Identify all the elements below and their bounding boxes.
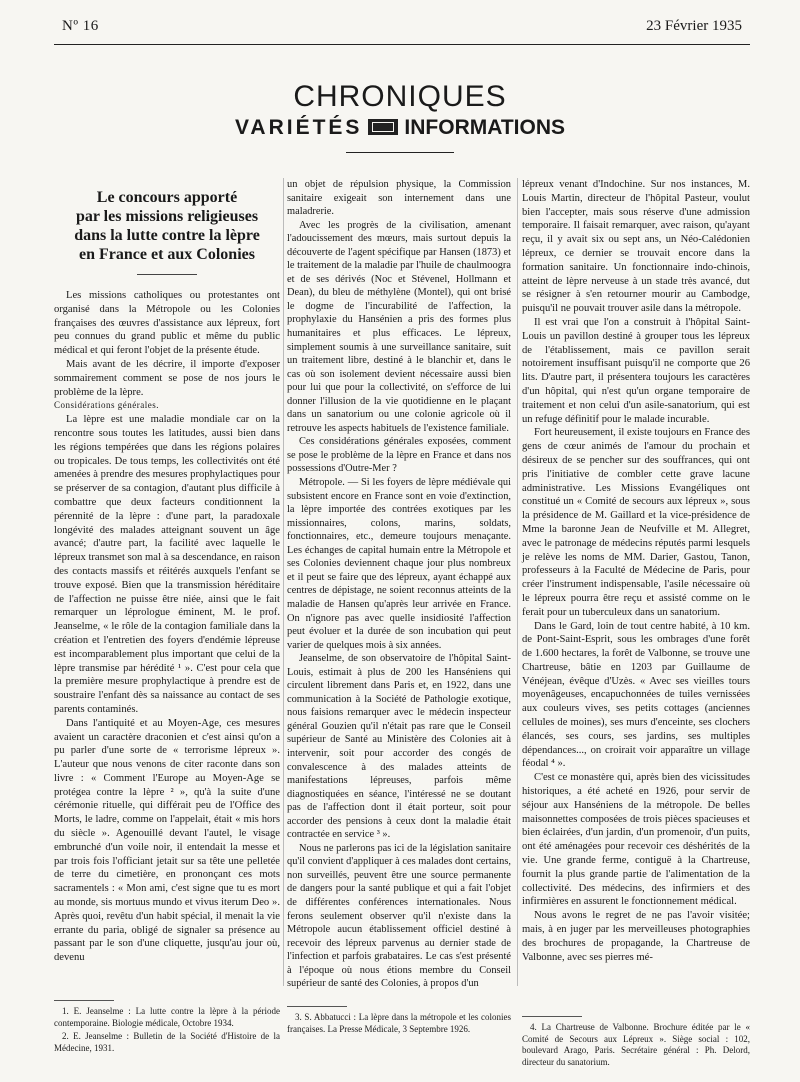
masthead-varietes: VARIÉTÉS [234,116,363,139]
paragraph: lépreux venant d'Indochine. Sur nos instances, M. Louis Martin, directeur de l'hôpital Pasteur, voulut bien l'accepter, mais sous réserve d'une admission temporaire. Il faisait remarquer, avec raison, qu'ayant reçu, il y avait six ou sept ans, un Néo-Calédonien lépreux, ce dernier se trouvait encore dans la formation sanitaire. Un fonctionnaire indo-chinois, atteint de lèpre nerveuse à un stade très avancé, dut se résigner à s'en retourner mourir au Cambodge, puisqu'il ne pouvait trouver asile dans la métropole. [522,179,750,315]
title-line: par les missions religieuses [75,208,259,225]
footnote-divider-1 [54,1000,114,1001]
column-divider-2 [517,178,518,986]
paragraph: La lèpre est une maladie mondiale car on la rencontre sous toutes les latitudes, aussi bien dans les régions tempérées que dans les régions polaires ou tropicales. De tous temps, les collectivités ont été amenées à prendre des mesures prophylactiques pour se préserver de sa contagion, d'autant plus difficile à combattre que deux facteurs conditionnent la pérennité de la lèpre : d'une part, la paradoxale longévité des malades atteignant souvent un âge avancé; d'autre part, la facilité avec laquelle le lépreux transmet son mal à sa descendance, en raison des contacts massifs et réitérés auxquels l'enfant se trouve exposé. Bien que la transmission héréditaire de l'affection ne puisse être niée, ainsi que le fait remarquer un léprologue éminent, M. le prof. Jeanselme, « le rôle de la contagion familiale dans la création et l'entretien des foyers d'endémie lépreuse est incomparablement plus important que celui de la lèpre transmise par hérédité ¹ ». C'est pour cela que la première mesure prophylactique à prendre est de soustraire l'enfant dès sa naissance au contact de ses parents contaminés. [54,414,280,715]
paragraph: un objet de répulsion physique, la Commission sanitaire exigeait son internement dans une maladrerie. [287,179,511,218]
paragraph: Dans le Gard, loin de tout centre habité, à 10 km. de Pont-Saint-Esprit, sous les ombrages d'une forêt de 1.600 hectares, la forêt de Valbonne, se trouve une Chartreuse, bâtie en 1203 par Guillaume de Vénéjean, évêque d'Uzès. « Avec ses vieilles tours moyenâgeuses, encapuchonnées de tuiles vernissées aux couleurs vives, ses petits cottages (anciennes cellules de moines), ses murs d'enceinte, ses clochers élancés, ses cours, ses jardins, ses multiples dépendances..., on croirait voir apparaître un village féodal ⁴ ». [522,620,750,770]
paragraph: Fort heureusement, il existe toujours en France des gens de cœur animés de l'amour du prochain et désireux de se pencher sur des souffrances, qui ont pris l'initiative de combler cette grave lacune administrative. Les Missions Evangéliques ont constitué un « Comité de secours aux lépreux », sous la présidence de M. Gaillard et la vice-présidence de Mme la baronne Jean de Neufville et M. Allegret, avec le patronage de médecins réputés parmi lesquels je relève les noms de MM. Darier, Gastou, Tanon, professeurs à la Faculté de Médecine de Paris, pour créer l'instrument indispensable, l'asile nécessaire où le lépreux pourra être reçu et assisté comme on le ferait pour un tuberculeux dans un sanatorium. [522,427,750,618]
title-line: dans la lutte contre la lèpre [74,227,260,244]
footnote: 4. La Chartreuse de Valbonne. Brochure éditée par le « Comité de Secours aux Lépreux ». Siège social : 102, boulevard Arago, Paris. Secrétaire général : Ph. Delord, directeur du sanatorium. [522,1022,750,1067]
masthead-subtitle [0,114,800,142]
paragraph: Avec les progrès de la civilisation, amenant l'adoucissement des mœurs, mais surtout depuis la découverte de l'agent spécifique par Hansen (1873) et le traitement de la maladie par l'huile de chaulmoogra et de ses dérivés (Noc et Stévenel, Hollmann et Dean), du bleu de méthylène (Montel), qui ont brisé le dogme de l'incurabilité de l'affection, la prophylaxie du Hansénien a pris des formes plus humanitaires et plus efficaces. Le lépreux, simplement soumis à une surveillance sanitaire, suit un traitement libre, destiné à le blanchir et, dans le cas où son isolement devient nécessaire aussi bien pour lui que pour la collectivité, on s'efforce de lui donner l'illusion de la vie quotidienne en le plaçant dans un sanatorium ou une colonie agricole où il retrouve les aspects habituels de l'existence familiale. [287,219,511,434]
header-divider [54,44,750,45]
column-divider-1 [283,178,284,986]
paragraph: Dans l'antiquité et au Moyen-Age, ces mesures avaient un caractère draconien et c'est ainsi qu'on a pu parler d'une sorte de « terrorisme lépreux ». L'auteur que nous venons de citer raconte dans son livre : « Comment l'Europe au Moyen-Age se protégea contre la lèpre ² », qu'à la suite d'une cérémonie rituelle, qui différait peu de l'Office des Morts, le ladre, comme on l'appelait, était « mis hors du siècle ». Agenouillé devant l'autel, le visage embrunché d'un voile noir, il entendait la messe et par trois fois l'officiant jetait sur sa tête une pelletée de terre du cimetière, en prononçant ces mots sacramentels : « Mon ami, c'est signe que tu es mort au monde, sis mortuus mundo et vivus iterum Deo ». Après quoi, revêtu d'un habit spécial, il menait la vie errante du paria, obligé de signaler sa présence au passant par le son d'une cliquette, jusqu'au jour où, devenu [54,717,280,964]
footnotes-column-2 [287,1012,511,1037]
paragraph: Il est vrai que l'on a construit à l'hôpital Saint-Louis un pavillon destiné à grouper tous les lépreux de l'établissement, mais ce pavillon serait notoirement insuffisant puisqu'il ne comporte que 26 lits. D'autre part, il présentera toujours les caractères d'un hôpital, qui n'est qu'un organe temporaire de traitement et non celui d'un asile-sanatorium, qui est un refuge définitif pour le malade incurable. [522,316,750,425]
article-title [54,188,280,264]
issue-date: 23 Février 1935 [646,18,742,34]
masthead-logo-icon [368,119,398,135]
footnote-divider-3 [522,1016,582,1017]
column-2 [287,178,511,991]
issue-number: Nº 16 [62,18,99,34]
masthead-chroniques: CHRONIQUES [293,80,507,113]
paragraph: Les missions catholiques ou protestantes ont organisé dans la Métropole ou les Colonies françaises des œuvres d'assistance aux lépreux, fort peu connues du grand public et même du public médical et qui feront l'objet de la présente étude. [54,290,280,357]
masthead-divider [346,152,454,153]
paragraph: C'est ce monastère qui, après bien des vicissitudes historiques, a été acheté en 1926, pour servir de séjour aux Hanséniens de la métropole. De belles maisonnettes composées de trois pièces spacieuses et bien éclairées, d'un jardin, d'un promenoir, d'un puits, ont été aménagées pour recevoir ces déshérités de la vie. Une grande ferme, contiguë à la Chartreuse, fournit la plus grande partie de l'alimentation de la collectivité. Des médecins, des infirmiers et des infirmières en assurent le fonctionnement médical. [522,772,750,908]
footnote: 3. S. Abbatucci : La lèpre dans la métropole et les colonies françaises. La Presse Médicale, 3 Septembre 1926. [287,1012,511,1034]
footnotes-column-1 [54,1006,280,1056]
title-divider [137,274,197,275]
footnote: 2. E. Jeanselme : Bulletin de la Société d'Histoire de la Médecine, 1931. [54,1031,280,1053]
paragraph: Mais avant de les décrire, il importe d'exposer sommairement comment se pose de nos jours le problème de la lèpre. [54,358,280,398]
paragraph: Ces considérations générales exposées, comment se pose le problème de la lèpre en France et dans nos possessions d'Outre-Mer ? [287,436,511,475]
paragraph: Jeanselme, de son observatoire de l'hôpital Saint-Louis, estimait à plus de 200 les Hanséniens qui circulent librement dans Paris et, en 1922, dans une communication à la Société de Pathologie exotique, nous faisions remarquer avec le médecin inspecteur général Gouzien qu'il n'était pas rare que le Conseil supérieur de Santé au Ministère des Colonies ait à intervenir, soit pour accorder des congés de convalescence à des malades atteints de manifestations lépreuses, parfois même diagnostiquées en séance, l'intéressé ne se doutant pas de l'affection dont il était porteur, soit pour accorder des pensions à ceux dont la maladie était contractée en service ³ ». [287,653,511,841]
title-line: Le concours apporté [96,189,238,206]
footnotes-column-3 [522,1022,750,1070]
section-subhead: Considérations générales. [54,400,159,411]
paragraph: Nous avons le regret de ne pas l'avoir visitée; mais, à en juger par les merveilleuses photographies des brochures de propagande, la Chartreuse de Valbonne, avec ses pierres mé- [522,910,750,963]
column-1 [54,188,280,965]
masthead-informations: INFORMATIONS [404,116,566,139]
title-line: en France et aux Colonies [79,246,255,263]
footnote-divider-2 [287,1006,347,1007]
footnote: 1. E. Jeanselme : La lutte contre la lèpre à la période contemporaine. Biologie médicale, Octobre 1934. [54,1006,280,1028]
paragraph: Métropole. — Si les foyers de lèpre médiévale qui subsistent encore en France sont en voie d'extinction, la lèpre importée des contrées exotiques par les missionnaires, colons, marins, soldats, fonctionnaires, etc., demeure toujours menaçante. Les échanges de capital humain entre la Métropole et ses Colonies deviennent chaque jour plus nombreux et il peut se faire que des lépreux, ayant échappé aux centres de dépistage, ne soient reconnus atteints de la maladie de Hansen qu'après leur arrivée en France. On n'ignore pas avec quelle insidiosité l'affection peut évoluer et la durée de son incubation qui peut varier de quelques mois à six années. [287,477,511,651]
paragraph: Nous ne parlerons pas ici de la législation sanitaire qu'il convient d'appliquer à ces malades dont certains, non surveillés, peuvent être une source permanente de dangers pour la santé publique et qui a fait l'objet de différentes conférences internationales. Nous ferons seulement observer qu'il n'existe dans la Métropole aucun établissement officiel destiné à recevoir des lépreux parvenus au dernier stade de l'infection et parfois grabataires. Le cas s'est présenté à l'époque où nous étions membre du Conseil supérieur de santé des Colonies, à propos d'un [287,842,511,990]
column-3 [522,178,750,964]
